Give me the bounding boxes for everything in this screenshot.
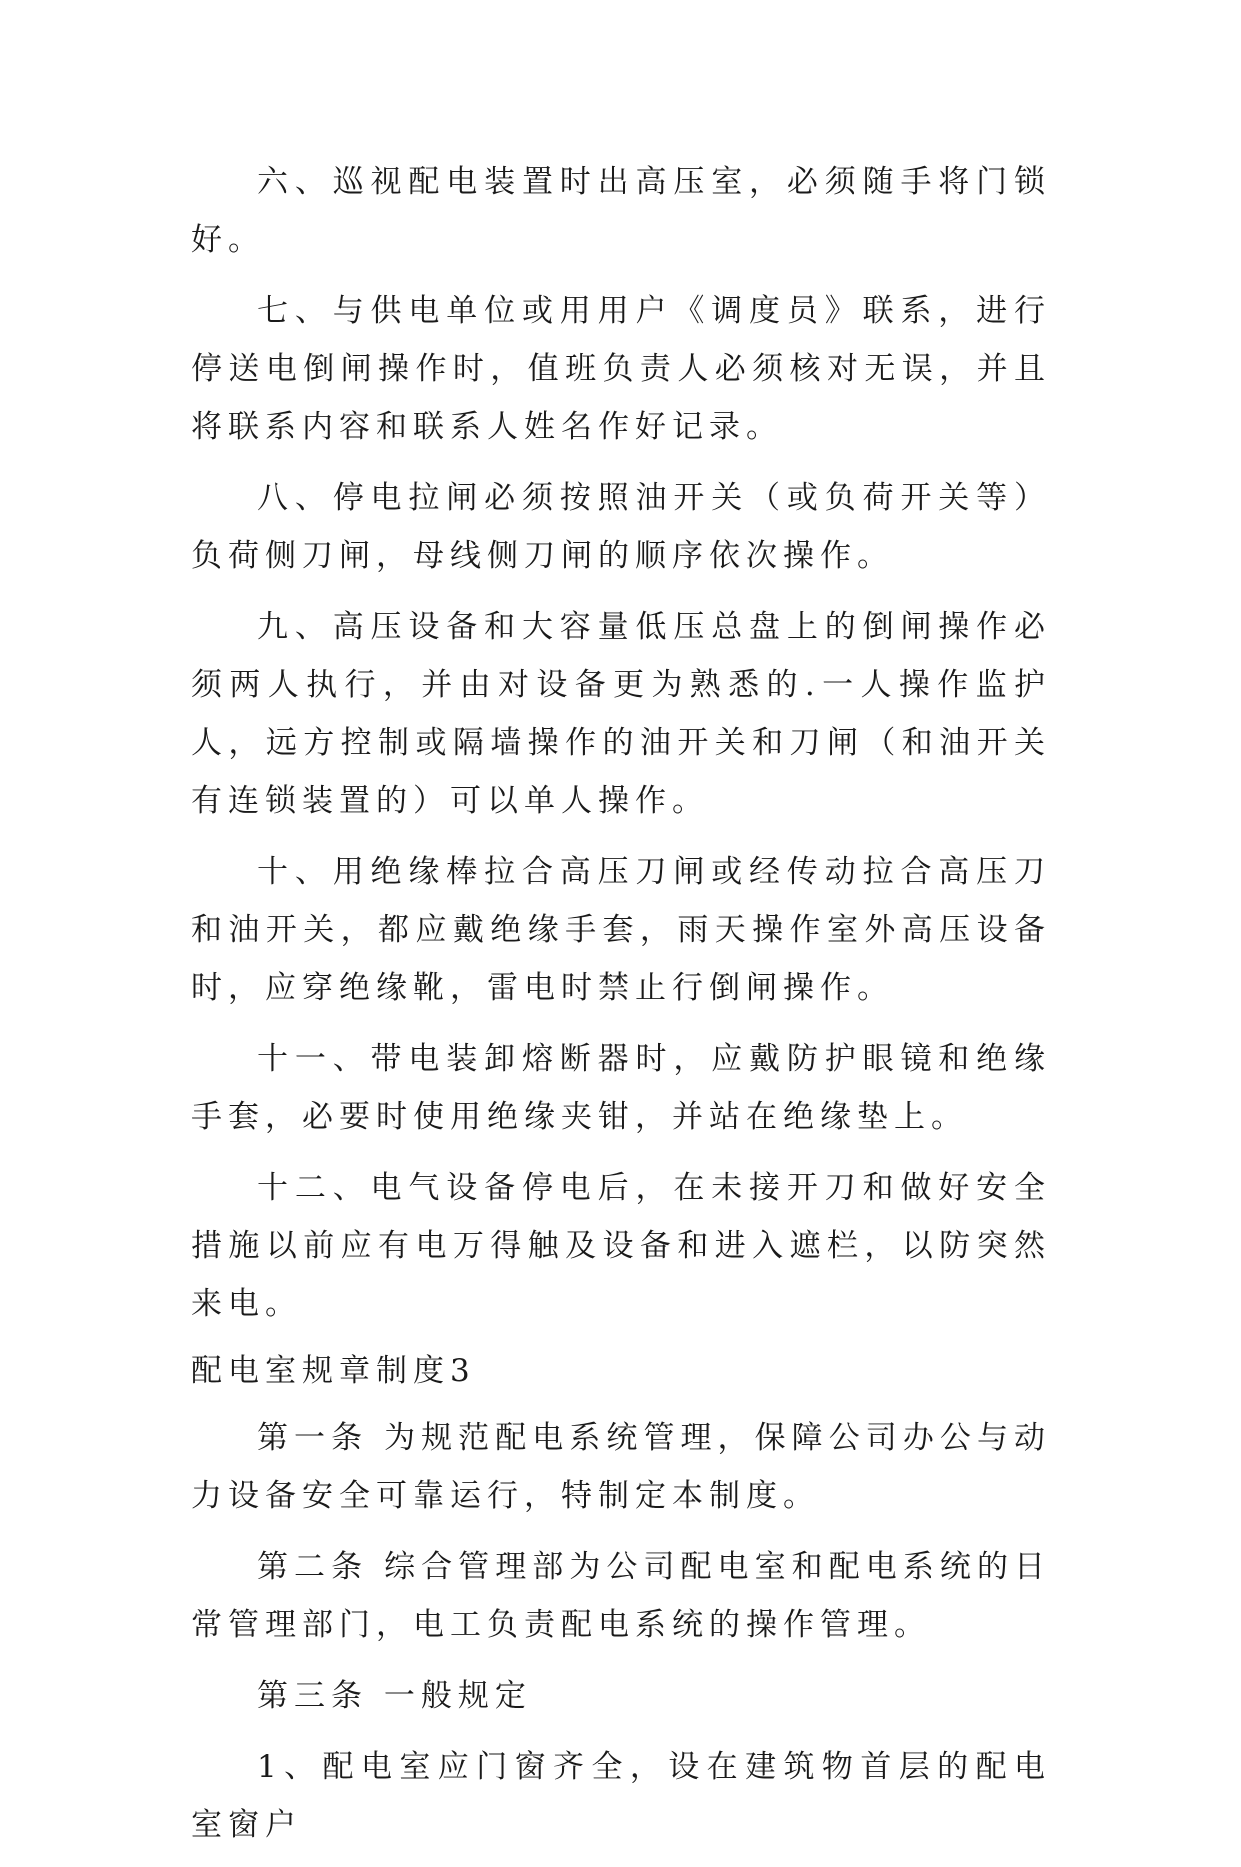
paragraph-ten: 十、用绝缘棒拉合高压刀闸或经传动拉合高压刀和油开关，都应戴绝缘手套，雨天操作室外高压设备时，应穿绝缘靴，雷电时禁止行倒闸操作。 — [191, 854, 1051, 1006]
document-body — [191, 153, 1051, 1867]
paragraph-eight: 八、停电拉闸必须按照油开关（或负荷开关等）负荷侧刀闸，母线侧刀闸的顺序依次操作。 — [191, 480, 1051, 574]
paragraph-seven: 七、与供电单位或用用户《调度员》联系，进行停送电倒闸操作时，值班负责人必须核对无误，并且将联系内容和联系人姓名作好记录。 — [191, 293, 1051, 445]
article-three: 第三条 一般规定 — [257, 1678, 532, 1714]
paragraph-eleven: 十一、带电装卸熔断器时，应戴防护眼镜和绝缘手套，必要时使用绝缘夹钳，并站在绝缘垫上。 — [191, 1041, 1051, 1135]
article-one: 第一条 为规范配电系统管理，保障公司办公与动力设备安全可靠运行，特制定本制度。 — [191, 1420, 1051, 1514]
paragraph-six: 六、巡视配电装置时出高压室，必须随手将门锁好。 — [191, 164, 1051, 258]
paragraph-nine: 九、高压设备和大容量低压总盘上的倒闸操作必须两人执行，并由对设备更为熟悉的.一人操作监护人，远方控制或隔墙操作的油开关和刀闸（和油开关有连锁装置的）可以单人操作。 — [191, 609, 1051, 819]
section-heading: 配电室规章制度3 — [191, 1353, 476, 1389]
article-three-item-one: 1、配电室应门窗齐全，设在建筑物首层的配电室窗户 — [191, 1749, 1051, 1843]
article-two: 第二条 综合管理部为公司配电室和配电系统的日常管理部门，电工负责配电系统的操作管理。 — [191, 1549, 1051, 1643]
paragraph-twelve: 十二、电气设备停电后，在未接开刀和做好安全措施以前应有电万得触及设备和进入遮栏，以防突然来电。 — [191, 1170, 1051, 1322]
